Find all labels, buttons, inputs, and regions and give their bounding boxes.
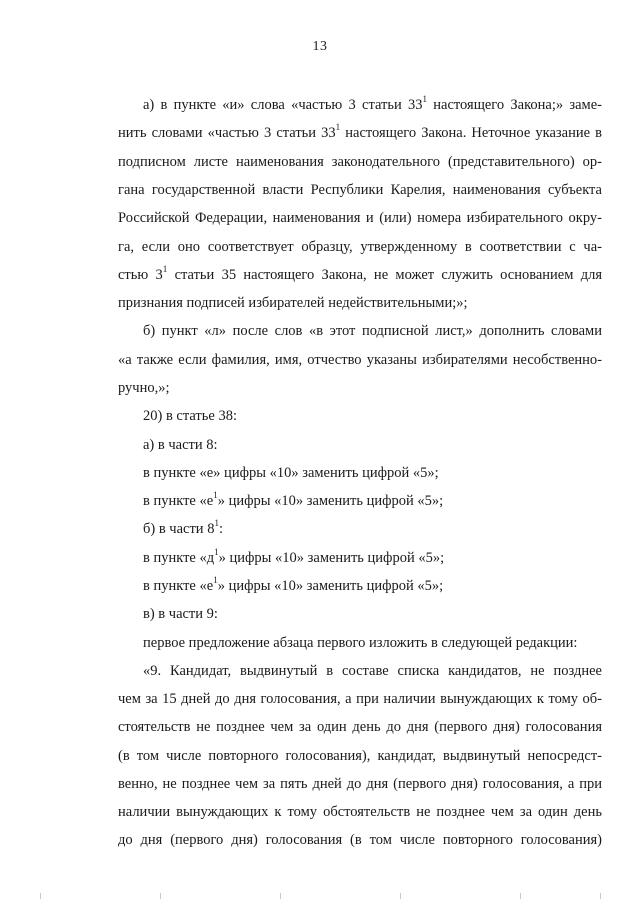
text-line: а) в части 8: [143, 437, 218, 453]
text-line: в) в части 9: [143, 606, 218, 622]
scan-mark [520, 893, 521, 899]
text-line: 20) в статье 38: [143, 408, 237, 424]
scan-mark [40, 893, 41, 899]
text-line: гана государственной власти Республики Карелия, наименования субъекта [118, 182, 602, 198]
text-line: стью $3^1$ статьи 35 настоящего Закона, не может служить основанием для [118, 264, 603, 283]
text-line: б) пункт «л» после слов «в этот подписной лист,» дополнить словами [143, 323, 602, 339]
text-line: чем за 15 дней до дня голосования, а при наличии вынуждающих к тому об- [118, 691, 602, 707]
text-line: до дня (первого дня) голосования (в том числе повторного голосования) [118, 832, 602, 848]
text-line: в пункте «$е^1$» цифры «10» заменить цифрой «5»; [143, 490, 444, 509]
text-line: «а также если фамилия, имя, отчество указаны избирателями несобственно- [118, 352, 602, 368]
text-line: нить словами «частью 3 статьи $33^1$ настоящего Закона. Неточное указание в [118, 122, 602, 141]
scan-mark [280, 893, 281, 899]
text-line: признания подписей избирателей недействительными;»; [118, 295, 468, 311]
text-line: в пункте «$е^1$» цифры «10» заменить цифрой «5»; [143, 575, 444, 594]
scan-mark [160, 893, 161, 899]
text-line: подписном листе наименования законодательного (представительного) ор- [118, 154, 602, 170]
text-line: ручно,»; [118, 380, 170, 396]
text-line: в пункте «$д^1$» цифры «10» заменить цифрой «5»; [143, 547, 445, 566]
text-line: в пункте «е» цифры «10» заменить цифрой «5»; [143, 465, 439, 481]
page-number: 13 [312, 39, 328, 54]
text-line: первое предложение абзаца первого изложить в следующей редакции: [143, 635, 578, 651]
text-line: а) в пункте «и» слова «частью 3 статьи $33^1$ настоящего Закона;» заме- [143, 94, 602, 113]
text-line: га, если оно соответствует образцу, утвержденному в соответствии с ча- [118, 239, 602, 255]
text-line: Российской Федерации, наименования и (или) номера избирательного окру- [118, 210, 602, 226]
text-line: венно, не позднее чем за пять дней до дня (первого дня) голосования, а при [118, 776, 602, 792]
text-line: стоятельств не позднее чем за один день до дня (первого дня) голосования [118, 719, 602, 735]
scan-mark [600, 893, 601, 899]
text-line: б) в части $8^1$: [143, 518, 223, 537]
text-line: «9. Кандидат, выдвинутый в составе списка кандидатов, не позднее [143, 663, 602, 679]
text-line: (в том числе повторного голосования), кандидат, выдвинутый непосредст- [118, 748, 602, 764]
text-line: наличии вынуждающих к тому обстоятельств не позднее чем за один день [118, 804, 602, 820]
scan-mark [400, 893, 401, 899]
